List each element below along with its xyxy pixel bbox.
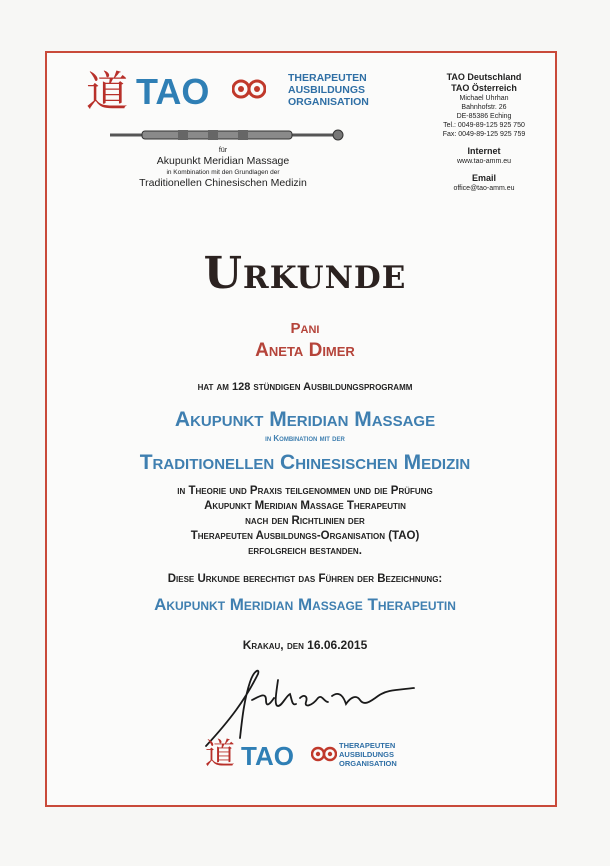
body-line-3: nach den Richtlinien der (245, 515, 365, 527)
yin-yang-icon (232, 76, 266, 102)
program-name: Akupunkt Meridian Massage (174, 408, 436, 431)
professional-designation: Akupunkt Meridian Massage Therapeutin (154, 595, 456, 614)
body-line-5: erfolgreich bestanden. (248, 545, 362, 557)
email-label: Email (471, 173, 496, 183)
email-link[interactable]: office@tao-amm.eu (453, 185, 515, 192)
program-tcm: Traditionellen Chinesischen Medizin (139, 451, 471, 474)
tao-kanji-icon: 道 (86, 67, 129, 116)
subject-tcm: Traditionellen Chinesischen Medizin (139, 177, 307, 189)
body-line-2: Akupunkt Meridian Massage Therapeutin (204, 500, 406, 512)
massage-stick-icon (108, 128, 348, 142)
salutation: Pani (290, 320, 320, 337)
yin-yang-icon (311, 744, 337, 764)
tao-kanji-icon: 道 (205, 737, 235, 772)
entitlement-text: Diese Urkunde berechtigt das Führen der Bezeichnung: (167, 573, 443, 585)
contact-block: TAO Deutschland TAO Österreich Michael Uhrhan Bahnhofstr. 26 DE-85386 Eching Tel.: 0049-89-125 925 750 Fax: 0049-89-125 925 759 Internet www.tao-amm.eu Email office@tao-amm.eu (414, 72, 554, 193)
tao-org-name: THERAPEUTEN AUSBILDUNGS ORGANISATION (339, 741, 397, 768)
tao-logo-text: TAO (136, 71, 210, 112)
body-line-4: Therapeuten Ausbildungs-Organisation (TAO) (190, 530, 420, 542)
tao-logo-footer (205, 738, 425, 774)
body-line-1: in Theorie und Praxis teilgenommen und die Prüfung (177, 485, 433, 497)
tao-org-name: THERAPEUTEN AUSBILDUNGS ORGANISATION (288, 72, 369, 108)
subject-combination: in Kombination mit den Grundlagen der (166, 169, 280, 176)
place-and-date: Krakau, den 16.06.2015 (242, 638, 368, 652)
certificate-title: Urkunde (203, 248, 407, 299)
recipient-name: Aneta Dimer (255, 340, 355, 361)
website-link[interactable]: www.tao-amm.eu (456, 158, 512, 165)
program-combination: in Kombination mit der (265, 434, 345, 443)
subject-amm: Akupunkt Meridian Massage (156, 155, 290, 167)
program-intro: hat am 128 stündigen Ausbildungsprogramm (197, 381, 413, 393)
internet-label: Internet (467, 146, 501, 156)
tao-logo-header (86, 68, 386, 118)
fuer-label: für (218, 147, 228, 154)
header-subject (108, 146, 338, 190)
tao-logo-text: TAO (241, 741, 294, 771)
